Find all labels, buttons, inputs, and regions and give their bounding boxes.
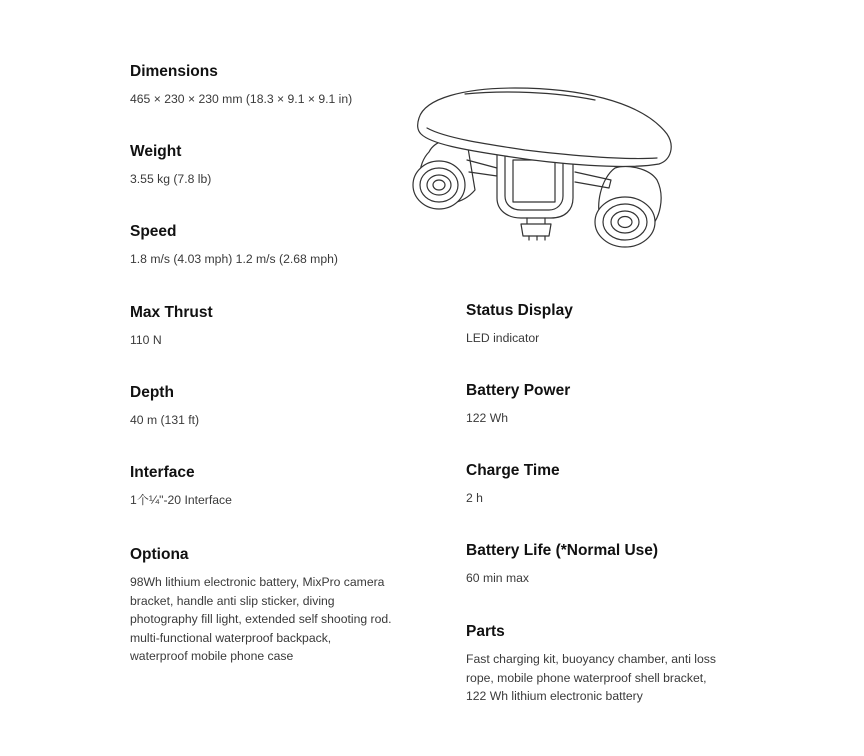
- spec-label-charge-time: Charge Time: [466, 462, 560, 479]
- spec-label-max-thrust: Max Thrust: [130, 304, 213, 321]
- spec-label-optional: Optiona: [130, 546, 189, 563]
- spec-value-interface: 1个¼"-20 Interface: [130, 493, 232, 507]
- spec-battery-life: [466, 541, 736, 588]
- spec-depth: [130, 383, 400, 430]
- spec-value-max-thrust: 110 N: [130, 333, 162, 347]
- spec-battery-power: [466, 381, 736, 428]
- spec-value-speed: 1.8 m/s (4.03 mph) 1.2 m/s (2.68 mph): [130, 252, 338, 266]
- spec-optional: [130, 545, 392, 666]
- spec-interface: [130, 463, 400, 510]
- spec-value-dimensions: 465 × 230 × 230 mm (18.3 × 9.1 × 9.1 in): [130, 92, 353, 106]
- spec-parts: [466, 622, 728, 706]
- underwater-scooter-illustration-icon: [405, 80, 680, 250]
- spec-dimensions: [130, 62, 400, 109]
- spec-speed: [130, 222, 400, 269]
- spec-label-dimensions: Dimensions: [130, 63, 218, 80]
- spec-value-battery-power: 122 Wh: [466, 411, 509, 425]
- spec-value-status-display: LED indicator: [466, 331, 540, 345]
- spec-value-optional: 98Wh lithium electronic battery, MixPro camera bracket, handle anti slip sticker, diving photography fill light, extended self shooting rod. multi-functional waterproof backpack, waterproof mobile phone case: [130, 575, 392, 663]
- spec-weight: [130, 142, 400, 189]
- spec-label-parts: Parts: [466, 623, 505, 640]
- spec-label-status-display: Status Display: [466, 302, 573, 319]
- spec-value-battery-life: 60 min max: [466, 571, 529, 585]
- spec-status-display: [466, 301, 736, 348]
- spec-label-depth: Depth: [130, 384, 174, 401]
- spec-value-weight: 3.55 kg (7.8 lb): [130, 172, 212, 186]
- spec-value-charge-time: 2 h: [466, 491, 483, 505]
- spec-label-battery-life: Battery Life (*Normal Use): [466, 542, 659, 559]
- spec-label-battery-power: Battery Power: [466, 382, 571, 399]
- spec-max-thrust: [130, 303, 400, 350]
- spec-label-speed: Speed: [130, 223, 177, 240]
- spec-value-depth: 40 m (131 ft): [130, 413, 200, 427]
- spec-label-interface: Interface: [130, 464, 195, 481]
- spec-value-parts: Fast charging kit, buoyancy chamber, anti loss rope, mobile phone waterproof shell bracket, 122 Wh lithium electronic battery: [466, 652, 716, 703]
- spec-label-weight: Weight: [130, 143, 182, 160]
- spec-charge-time: [466, 461, 736, 508]
